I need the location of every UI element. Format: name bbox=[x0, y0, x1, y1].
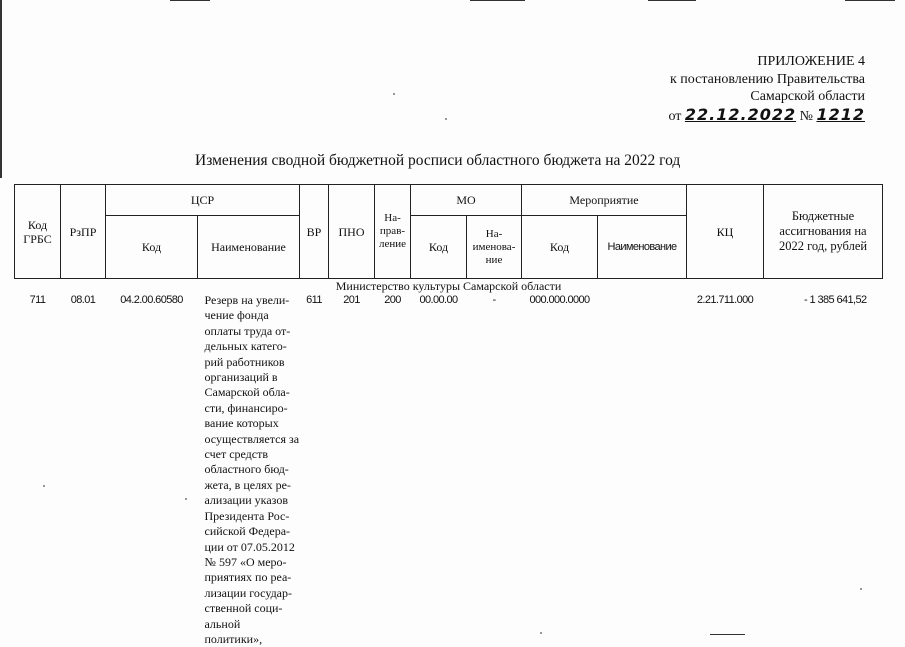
header-kod-grbs: Код ГРБС bbox=[15, 185, 61, 279]
cell-pno: 201 bbox=[343, 294, 360, 306]
header-kc: КЦ bbox=[687, 185, 764, 279]
scan-edge-line bbox=[0, 0, 2, 178]
header-pno: ПНО bbox=[329, 185, 375, 279]
decree-date: 22.12.2022 bbox=[684, 104, 797, 124]
header-assignments: Бюджетные ассигнования на 2022 год, рублей bbox=[764, 185, 883, 279]
cell-amount: - 1 385 641,52 bbox=[803, 294, 867, 306]
cell-mer-name bbox=[598, 293, 687, 647]
cell-csr-code: 04.2.00.60580 bbox=[120, 294, 183, 306]
budget-table bbox=[14, 184, 883, 647]
date-prefix: от bbox=[668, 108, 682, 124]
section-ministry: Министерство культуры Самарской области bbox=[335, 279, 562, 293]
scan-edge-mark bbox=[470, 0, 525, 1]
table-row bbox=[15, 293, 883, 647]
cell-grbs: 711 bbox=[29, 294, 46, 306]
section-row bbox=[15, 279, 883, 294]
cell-mer-code: 000.000.0000 bbox=[529, 294, 590, 306]
scan-speck bbox=[393, 93, 395, 95]
header-meropriyatie: Мероприятие bbox=[522, 185, 687, 216]
header-napravlenie: На-прав-ление bbox=[375, 185, 411, 279]
appendix-title: ПРИЛОЖЕНИЕ 4 bbox=[757, 54, 865, 69]
header-mo-name: На-именова-ние bbox=[467, 216, 522, 279]
appendix-block bbox=[600, 53, 865, 125]
scan-edge-mark bbox=[648, 0, 696, 1]
decree-number: 1212 bbox=[816, 104, 865, 124]
date-number-line bbox=[600, 106, 865, 126]
cell-kc: 2.21.711.000 bbox=[696, 294, 754, 306]
scan-speck bbox=[445, 118, 447, 120]
document-title: Изменения сводной бюджетной росписи областного бюджета на 2022 год bbox=[195, 152, 681, 169]
number-sign: № bbox=[799, 108, 813, 124]
decree-line: к постановлению Правительства bbox=[669, 71, 865, 87]
header-csr-kod: Код bbox=[106, 216, 198, 279]
header-vr: ВР bbox=[300, 185, 329, 279]
header-csr-name: Наименование bbox=[198, 216, 300, 279]
header-mo-kod: Код bbox=[411, 216, 467, 279]
cell-csr-name: Резерв на увели-чение фонда оплаты труда от-дельных катего-рий работников организаций в Самарской обла-сти, финансиро-вание которых осуществляется за счет средств областного бюд-жета, в целях ре-ализации указов Президента Рос-сийской Федера-ции от 07.05.2012 № 597 «О меро-приятиях по реа-лизации государ-ственной соци-альной политики», bbox=[204, 293, 300, 646]
cell-mo-name: - bbox=[492, 294, 496, 306]
cell-vr: 611 bbox=[306, 294, 322, 306]
cell-napr: 200 bbox=[384, 294, 401, 306]
header-mo: МО bbox=[411, 185, 522, 216]
scan-edge-mark bbox=[845, 0, 895, 1]
header-csr: ЦСР bbox=[106, 185, 300, 216]
header-rzpr: РзПР bbox=[61, 185, 106, 279]
scan-edge-mark bbox=[170, 0, 210, 1]
cell-mo-code: 00.00.00 bbox=[419, 294, 458, 306]
header-mer-name: Наименование bbox=[598, 216, 687, 279]
region-line: Самарской области bbox=[750, 89, 865, 104]
header-mer-kod: Код bbox=[522, 216, 598, 279]
cell-rzpr: 08.01 bbox=[70, 294, 96, 306]
